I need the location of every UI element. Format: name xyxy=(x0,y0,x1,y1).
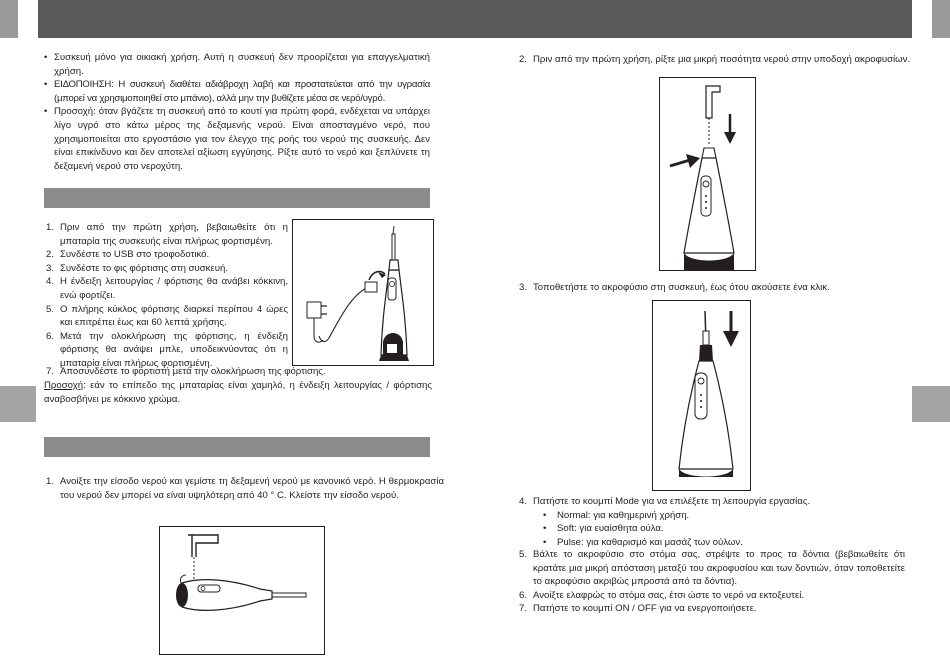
section-bar-charging xyxy=(44,188,430,208)
step-text: Ανοίξτε την είσοδο νερού και γεμίστε τη δεξαμενή νερού με κανονικό νερό. Η θερμοκρασία του νερού δεν μπορεί να είναι υψηλότερη από 40 ° C. Κλείστε την είσοδο νερού. xyxy=(60,476,444,501)
step-text: Τοποθετήστε το ακροφύσιο στη συσκευή, έως ότου ακούσετε ένα κλικ. xyxy=(533,282,830,293)
step-number: 3. xyxy=(519,282,528,293)
step-number: 1. xyxy=(46,476,55,487)
intro-bullet: • Συσκευή μόνο για οικιακή χρήση. Αυτή η συσκευή δεν προορίζεται για επαγγελματική χρήση. xyxy=(44,51,430,78)
step3-figure xyxy=(652,300,751,491)
step-number: 2. xyxy=(519,54,528,65)
step-text: Ανοίξτε ελαφρώς το στόμα σας, έτσι ώστε το νερό να εκτοξευτεί. xyxy=(533,589,805,601)
mode-item: • Pulse: για καθαρισμό και μασάζ των ούλων. xyxy=(533,536,923,550)
list-item xyxy=(46,221,288,248)
side-tab-left xyxy=(0,386,36,422)
list-item xyxy=(519,281,923,295)
intro-bullet: • Προσοχή: όταν βγάζετε τη συσκευή από το κουτί για πρώτη φορά, ενδέχεται να υπάρχει λίγο υγρό στο κάτω μέρος της δεξαμενής νερού. Είναι αποσταγμένο νερό, που χρησιμοποιείται στο εργοστάσιο για τον έλεγχο της ροής του νερού της συσκευής. Δεν είναι επικίνδυνο και δεν αποτελεί αξίωση εγγύησης. Ρίξτε αυτό το νερό και ξεπλύνετε τη δεξαμενή νερού στο νεροχύτη. xyxy=(44,105,430,173)
list-item xyxy=(46,365,450,379)
step-number: 1. xyxy=(46,222,55,233)
step-number: 7. xyxy=(519,603,528,615)
step2-illustration xyxy=(660,78,755,270)
list-item xyxy=(46,262,288,276)
step-number: 2. xyxy=(46,249,55,261)
top-corner-right xyxy=(932,0,950,38)
step-text: Πριν από την πρώτη χρήση, βεβαιωθείτε ότι η μπαταρία της συσκευής είναι πλήρως φορτισμένη. xyxy=(60,222,288,247)
side-tab-right xyxy=(912,386,950,422)
step-text: Συνδέστε το USB στο τροφοδοτικό. xyxy=(60,249,210,261)
step-number: 7. xyxy=(46,366,55,377)
step3-illustration xyxy=(653,301,750,490)
step-text: Πατήστε το κουμπί Mode για να επιλέξετε τη λειτουργία εργασίας. xyxy=(533,496,811,507)
step-number: 5. xyxy=(46,303,55,315)
usage-steps xyxy=(519,548,905,616)
step2-figure xyxy=(659,77,756,271)
caution-label: Προσοχή xyxy=(44,380,84,391)
step-number: 6. xyxy=(519,589,528,601)
step-text: Πριν από την πρώτη χρήση, ρίξτε μια μικρή ποσότητα νερού στην υποδοχή ακροφυσίων. xyxy=(533,54,911,65)
step-text: Ο πλήρης κύκλος φόρτισης διαρκεί περίπου 4 ώρες και επιτρέπει έως και 60 λεπτά χρήσης. xyxy=(60,303,288,329)
list-item xyxy=(519,602,905,616)
step-number: 4. xyxy=(519,496,528,507)
fill-illustration xyxy=(160,527,324,654)
list-item xyxy=(519,548,905,589)
list-item xyxy=(46,248,288,262)
mode-item: • Normal: για καθημερινή χρήση. xyxy=(533,509,923,523)
fill-figure xyxy=(159,526,325,655)
header-band xyxy=(38,0,912,38)
list-item xyxy=(519,495,923,549)
step-text: Αποσυνδέστε το φορτιστή μετά την ολοκλήρωση της φόρτισης. xyxy=(60,366,326,377)
caution-note xyxy=(44,379,432,406)
mode-item: • Soft: για ευαίσθητα ούλα. xyxy=(533,522,923,536)
step-number: 3. xyxy=(46,262,55,274)
charging-illustration xyxy=(293,220,433,365)
step-text: Βάλτε το ακροφύσιο στο στόμα σας, στρέψτε το προς τα δόντια (βεβαιωθείτε ότι κρατάτε μια μικρή απόσταση μεταξύ του ακροφυσίου και των δοντιών, όταν τοποθετείτε το ακροφύσιο ακριβώς μπροστά από τα δόντια). xyxy=(533,549,905,588)
section-bar-usage xyxy=(44,437,430,457)
intro-bullets xyxy=(44,51,430,173)
charging-figure xyxy=(292,219,434,366)
step-text: Η ένδειξη λειτουργίας / φόρτισης θα ανάβει κόκκινη, ενώ φορτίζει. xyxy=(60,276,288,301)
caution-text: : εάν το επίπεδο της μπαταρίας είναι χαμηλό, η ένδειξη λειτουργίας / φόρτισης αναβοσβήνει με κόκκινο χρώμα. xyxy=(44,380,432,405)
step-number: 4. xyxy=(46,276,55,288)
charging-steps xyxy=(46,221,288,371)
list-item xyxy=(519,589,905,603)
step-text: Μετά την ολοκλήρωση της φόρτισης, η ένδειξη φόρτισης θα ανάψει μπλε, υποδεικνύοντας ότι η μπαταρία είναι πλήρως φορτισμένη. xyxy=(60,330,288,369)
list-item xyxy=(46,475,444,502)
list-item xyxy=(519,53,923,67)
step-number: 6. xyxy=(46,330,55,342)
step-number: 5. xyxy=(519,549,528,560)
top-corner-left xyxy=(0,0,18,38)
step-text: Συνδέστε το φις φόρτισης στη συσκευή. xyxy=(60,262,229,274)
list-item xyxy=(46,275,288,302)
step-text: Πατήστε το κουμπί ON / OFF για να ενεργοποιήσετε. xyxy=(533,603,757,615)
list-item xyxy=(46,303,288,330)
intro-bullet: • ΕΙΔΟΠΟΙΗΣΗ: Η συσκευή διαθέτει αδιάβροχη λαβή και προστατεύεται από την υγρασία (μπορεί να χρησιμοποιηθεί στο μπάνιο), αλλά μην την βυθίζετε μέσα σε νερό/υγρό. xyxy=(44,78,430,105)
mode-list xyxy=(533,509,923,550)
